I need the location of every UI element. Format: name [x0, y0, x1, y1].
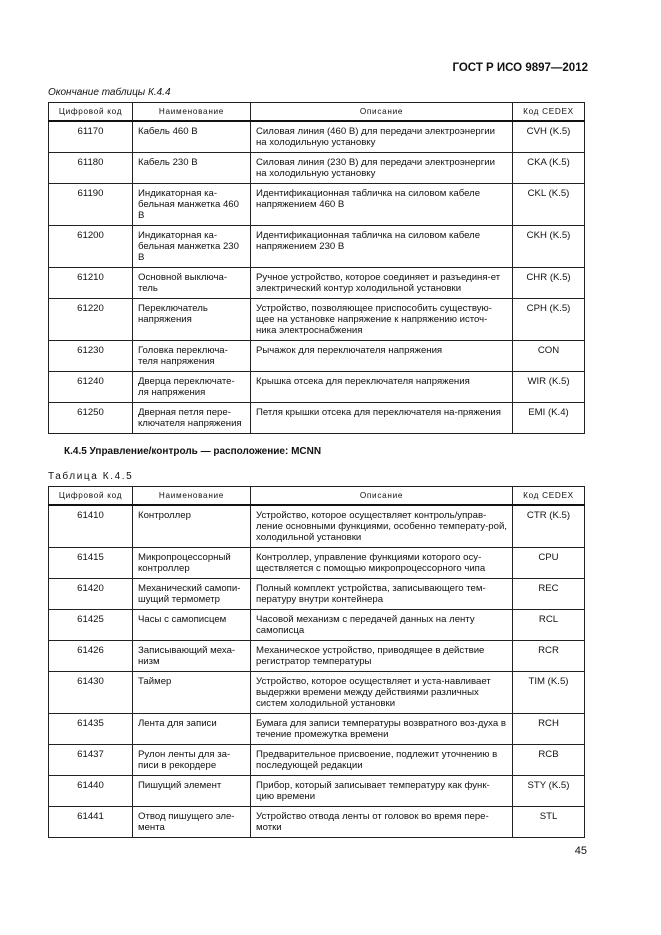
cell-description: Устройство отвода ленты от головок во время пере-мотки	[251, 807, 513, 838]
table-header-row	[49, 487, 585, 506]
cell-cedex: RCR	[513, 641, 585, 672]
table-row	[49, 807, 585, 838]
section-heading: К.4.5 Управление/контроль — расположение: MCNN	[64, 446, 322, 457]
cell-cedex: CHR (K.5)	[513, 268, 585, 299]
cell-cedex: RCB	[513, 745, 585, 776]
table-header-row	[49, 103, 585, 122]
table-row	[49, 184, 585, 226]
table-row	[49, 776, 585, 807]
table-row	[49, 672, 585, 714]
table1-caption: Окончание таблицы К.4.4	[48, 87, 171, 98]
cell-name: Лента для записи	[133, 714, 251, 745]
cell-code: 61230	[49, 341, 133, 372]
table-row	[49, 268, 585, 299]
cell-name: Часы с самописцем	[133, 610, 251, 641]
cell-code: 61200	[49, 226, 133, 268]
cell-cedex: CTR (K.5)	[513, 505, 585, 548]
cell-description: Идентификационная табличка на силовом кабеле напряжением 230 В	[251, 226, 513, 268]
table-row	[49, 403, 585, 434]
cell-cedex: CPU	[513, 548, 585, 579]
column-header-description: Описание	[251, 487, 513, 506]
column-header-code: Цифровой код	[49, 103, 133, 122]
cell-cedex: REC	[513, 579, 585, 610]
cell-name: Таймер	[133, 672, 251, 714]
cell-cedex: CKA (K.5)	[513, 153, 585, 184]
table-row	[49, 714, 585, 745]
cell-cedex: CVH (K.5)	[513, 121, 585, 153]
cell-name: Рулон ленты для за-писи в рекордере	[133, 745, 251, 776]
table-row	[49, 610, 585, 641]
cell-code: 61420	[49, 579, 133, 610]
cell-description: Бумага для записи температуры возвратного воз-духа в течение промежутка времени	[251, 714, 513, 745]
table-row	[49, 341, 585, 372]
cell-cedex: CKL (K.5)	[513, 184, 585, 226]
cell-description: Устройство, позволяющее приспособить существую-щее на установке напряжение к напряжению источ-ника электроснабжения	[251, 299, 513, 341]
column-header-code: Цифровой код	[49, 487, 133, 506]
table-row	[49, 548, 585, 579]
cell-code: 61170	[49, 121, 133, 153]
table-row	[49, 299, 585, 341]
cell-code: 61190	[49, 184, 133, 226]
cell-cedex: CON	[513, 341, 585, 372]
cell-code: 61426	[49, 641, 133, 672]
cell-code: 61425	[49, 610, 133, 641]
cell-code: 61415	[49, 548, 133, 579]
table-row	[49, 372, 585, 403]
cell-name: Отвод пишущего эле-мента	[133, 807, 251, 838]
cell-description: Силовая линия (230 В) для передачи электроэнергии на холодильную установку	[251, 153, 513, 184]
table-row	[49, 226, 585, 268]
table-k44	[48, 102, 585, 434]
column-header-name: Наименование	[133, 487, 251, 506]
cell-cedex: CKH (K.5)	[513, 226, 585, 268]
cell-name: Пишущий элемент	[133, 776, 251, 807]
cell-name: Головка переключа-теля напряжения	[133, 341, 251, 372]
cell-description: Крышка отсека для переключателя напряжения	[251, 372, 513, 403]
table-row	[49, 153, 585, 184]
cell-description: Полный комплект устройства, записывающего тем-пературу внутри контейнера	[251, 579, 513, 610]
cell-name: Основной выключа-тель	[133, 268, 251, 299]
table-k45	[48, 486, 585, 838]
cell-code: 61440	[49, 776, 133, 807]
cell-code: 61437	[49, 745, 133, 776]
cell-cedex: EMI (K.4)	[513, 403, 585, 434]
cell-description: Устройство, которое осуществляет и уста-навливает выдержки времени между действиями различных систем холодильной установки	[251, 672, 513, 714]
cell-code: 61180	[49, 153, 133, 184]
cell-cedex: STL	[513, 807, 585, 838]
cell-description: Механическое устройство, приводящее в действие регистратор температуры	[251, 641, 513, 672]
table-body	[49, 505, 585, 838]
cell-name: Дверная петля пере-ключателя напряжения	[133, 403, 251, 434]
cell-code: 61220	[49, 299, 133, 341]
column-header-cedex: Код CEDEX	[513, 103, 585, 122]
cell-cedex: CPH (K.5)	[513, 299, 585, 341]
cell-name: Записывающий меха-низм	[133, 641, 251, 672]
table-row	[49, 505, 585, 548]
cell-code: 61441	[49, 807, 133, 838]
cell-code: 61210	[49, 268, 133, 299]
cell-name: Дверца переключате-ля напряжения	[133, 372, 251, 403]
cell-description: Ручное устройство, которое соединяет и разъединя-ет электрический контур холодильной установки	[251, 268, 513, 299]
cell-name: Кабель 230 В	[133, 153, 251, 184]
document-code: ГОСТ Р ИСО 9897—2012	[452, 62, 588, 74]
cell-description: Контроллер, управление функциями которого осу-ществляется с помощью микропроцессорного чипа	[251, 548, 513, 579]
cell-code: 61250	[49, 403, 133, 434]
cell-code: 61435	[49, 714, 133, 745]
cell-description: Устройство, которое осуществляет контроль/управ-ление основными функциями, особенно температу-рой, холодильной установки	[251, 505, 513, 548]
cell-description: Прибор, который записывает температуру как функ-цию времени	[251, 776, 513, 807]
cell-name: Индикаторная ка-бельная манжетка 460 В	[133, 184, 251, 226]
cell-description: Часовой механизм с передачей данных на ленту самописца	[251, 610, 513, 641]
cell-cedex: WIR (K.5)	[513, 372, 585, 403]
table-row	[49, 579, 585, 610]
cell-description: Силовая линия (460 В) для передачи электроэнергии на холодильную установку	[251, 121, 513, 153]
table2-caption: Таблица К.4.5	[48, 471, 134, 482]
cell-name: Контроллер	[133, 505, 251, 548]
table-body	[49, 121, 585, 434]
table-row	[49, 745, 585, 776]
cell-cedex: STY (K.5)	[513, 776, 585, 807]
column-header-description: Описание	[251, 103, 513, 122]
cell-description: Идентификационная табличка на силовом кабеле напряжением 460 В	[251, 184, 513, 226]
cell-code: 61240	[49, 372, 133, 403]
cell-name: Микропроцессорный контроллер	[133, 548, 251, 579]
cell-cedex: TIM (K.5)	[513, 672, 585, 714]
column-header-name: Наименование	[133, 103, 251, 122]
cell-description: Петля крышки отсека для переключателя на-пряжения	[251, 403, 513, 434]
cell-cedex: RCH	[513, 714, 585, 745]
cell-name: Кабель 460 В	[133, 121, 251, 153]
cell-description: Предварительное присвоение, подлежит уточнению в последующей редакции	[251, 745, 513, 776]
cell-cedex: RCL	[513, 610, 585, 641]
cell-description: Рычажок для переключателя напряжения	[251, 341, 513, 372]
cell-code: 61410	[49, 505, 133, 548]
cell-name: Индикаторная ка-бельная манжетка 230 В	[133, 226, 251, 268]
cell-name: Механический самопи-шущий термометр	[133, 579, 251, 610]
cell-name: Переключатель напряжения	[133, 299, 251, 341]
cell-code: 61430	[49, 672, 133, 714]
table-row	[49, 121, 585, 153]
table-row	[49, 641, 585, 672]
page-number: 45	[574, 845, 587, 857]
column-header-cedex: Код CEDEX	[513, 487, 585, 506]
